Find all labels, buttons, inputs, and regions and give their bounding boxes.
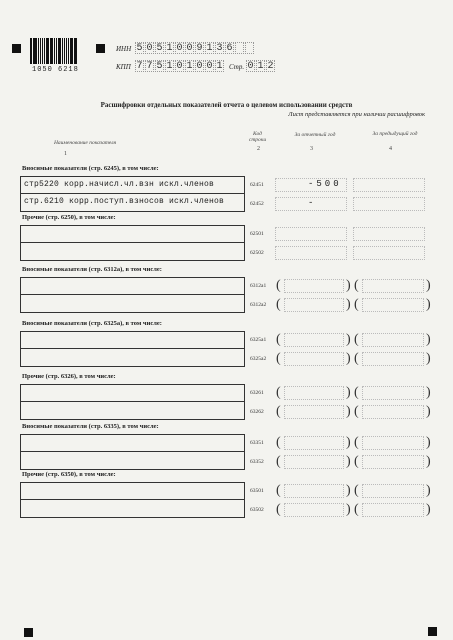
previous-year-field[interactable] — [362, 503, 424, 517]
form-subtitle: Лист представляется при наличии расшифровок — [288, 111, 425, 118]
corner-marker-top-left — [12, 44, 21, 53]
paren-open-previous: ( — [354, 332, 359, 347]
inn-digit: 5 — [136, 43, 143, 54]
current-year-field[interactable] — [284, 298, 344, 312]
paren-open-current: ( — [276, 297, 281, 312]
kpp-digit: 5 — [156, 61, 163, 72]
paren-close-current: ) — [346, 297, 351, 312]
paren-close-previous: ) — [426, 278, 431, 293]
row-code: 6312а2 — [250, 302, 267, 308]
column-number-1: 1 — [64, 151, 67, 157]
inn-digit: 0 — [146, 43, 153, 54]
paren-close-previous: ) — [426, 502, 431, 517]
kpp-digit: 1 — [166, 61, 173, 72]
kpp-digit: 0 — [196, 61, 203, 72]
previous-year-field[interactable] — [362, 279, 424, 293]
current-year-field[interactable] — [275, 227, 347, 241]
paren-open-current: ( — [276, 404, 281, 419]
inn-label: ИНН — [116, 45, 132, 53]
row-description[interactable] — [21, 500, 244, 517]
previous-year-field[interactable] — [362, 298, 424, 312]
section-text-box[interactable] — [20, 482, 245, 518]
row-code: 63262 — [250, 409, 264, 415]
paren-open-current: ( — [276, 278, 281, 293]
row-description[interactable] — [21, 402, 244, 419]
row-code: 6325а2 — [250, 356, 267, 362]
inn-field[interactable] — [135, 42, 255, 54]
paren-open-current: ( — [276, 351, 281, 366]
barcode — [30, 38, 78, 64]
kpp-digit: 7 — [136, 61, 143, 72]
current-year-field[interactable] — [284, 333, 344, 347]
inn-digit: 6 — [226, 43, 233, 54]
corner-marker-bottom-left — [24, 628, 33, 637]
current-year-field[interactable] — [284, 455, 344, 469]
inn-digit: 1 — [206, 43, 213, 54]
previous-year-field[interactable] — [362, 352, 424, 366]
paren-close-previous: ) — [426, 435, 431, 450]
row-code: 6312а1 — [250, 283, 267, 289]
paren-close-current: ) — [346, 404, 351, 419]
section-text-box[interactable] — [20, 434, 245, 470]
column-number-2: 2 — [257, 146, 260, 152]
paren-open-current: ( — [276, 502, 281, 517]
page-number-field[interactable] — [246, 60, 276, 72]
current-year-field[interactable] — [284, 503, 344, 517]
section-title: Вносимые показатели (стр. 6335), в том числе: — [22, 423, 159, 430]
corner-marker-top-right — [96, 44, 105, 53]
previous-year-field[interactable] — [362, 333, 424, 347]
inn-digit: 3 — [216, 43, 223, 54]
paren-close-current: ) — [346, 454, 351, 469]
row-code: 62452 — [250, 201, 264, 207]
paren-close-previous: ) — [426, 351, 431, 366]
row-code: 62502 — [250, 250, 264, 256]
inn-digit: 1 — [166, 43, 173, 54]
paren-close-previous: ) — [426, 332, 431, 347]
previous-year-field[interactable] — [353, 227, 425, 241]
paren-open-previous: ( — [354, 404, 359, 419]
section-title: Прочие (стр. 6250), в том числе: — [22, 214, 116, 221]
corner-marker-bottom-right — [428, 627, 437, 636]
previous-year-field[interactable] — [362, 405, 424, 419]
form-title: Расшифровки отдельных показателей отчета о целевом использовании средств — [100, 101, 353, 109]
row-description[interactable] — [21, 295, 244, 312]
inn-digit: 5 — [156, 43, 163, 54]
previous-year-field[interactable] — [353, 246, 425, 260]
previous-year-field[interactable] — [362, 484, 424, 498]
section-title: Прочие (стр. 6326), в том числе: — [22, 373, 116, 380]
barcode-number: 1050 6218 — [32, 66, 79, 74]
paren-close-current: ) — [346, 332, 351, 347]
page-number-digit: 2 — [267, 61, 274, 72]
paren-open-previous: ( — [354, 454, 359, 469]
row-code: 63501 — [250, 488, 264, 494]
paren-close-previous: ) — [426, 385, 431, 400]
paren-open-current: ( — [276, 385, 281, 400]
inn-digit: 0 — [176, 43, 183, 54]
current-year-field[interactable] — [284, 386, 344, 400]
paren-open-previous: ( — [354, 502, 359, 517]
kpp-digit: 7 — [146, 61, 153, 72]
current-year-value: -500 — [308, 179, 342, 189]
paren-close-current: ) — [346, 435, 351, 450]
section-title: Вносимые показатели (стр. 6312а), в том числе: — [22, 266, 162, 273]
previous-year-field[interactable] — [353, 197, 425, 211]
paren-open-current: ( — [276, 454, 281, 469]
section-title: Вносимые показатели (стр. 6325а), в том числе: — [22, 320, 162, 327]
row-description[interactable] — [21, 385, 244, 402]
row-description[interactable]: стр5220 корр.начисл.чл.взн искл.членов — [21, 177, 244, 194]
row-description[interactable] — [21, 278, 244, 295]
row-description[interactable] — [21, 332, 244, 349]
column-header-current-year: За отчетный год — [294, 132, 336, 138]
paren-close-previous: ) — [426, 454, 431, 469]
previous-year-field[interactable] — [353, 178, 425, 192]
inn-digit: 9 — [196, 43, 203, 54]
kpp-field[interactable] — [135, 60, 225, 72]
row-description[interactable] — [21, 483, 244, 500]
current-year-field[interactable] — [284, 484, 344, 498]
column-header-previous-year: За предыдущий год — [372, 131, 418, 137]
row-code: 63502 — [250, 507, 264, 513]
paren-open-previous: ( — [354, 385, 359, 400]
current-year-field[interactable] — [284, 352, 344, 366]
kpp-digit: 1 — [216, 61, 223, 72]
section-text-box[interactable] — [20, 176, 245, 212]
row-code: 63352 — [250, 459, 264, 465]
paren-close-current: ) — [346, 483, 351, 498]
section-text-box[interactable] — [20, 331, 245, 367]
paren-open-previous: ( — [354, 278, 359, 293]
row-code: 63261 — [250, 390, 264, 396]
kpp-digit: 0 — [206, 61, 213, 72]
previous-year-field[interactable] — [362, 436, 424, 450]
section-text-box[interactable] — [20, 277, 245, 313]
row-description[interactable] — [21, 435, 244, 452]
row-description[interactable] — [21, 452, 244, 469]
paren-open-previous: ( — [354, 483, 359, 498]
row-code: 63351 — [250, 440, 264, 446]
inn-digit — [245, 42, 254, 54]
paren-close-current: ) — [346, 278, 351, 293]
paren-open-current: ( — [276, 435, 281, 450]
kpp-label: КПП — [116, 63, 131, 71]
section-title: Прочие (стр. 6350), в том числе: — [22, 471, 116, 478]
paren-close-previous: ) — [426, 404, 431, 419]
row-code: 62501 — [250, 231, 264, 237]
section-text-box[interactable] — [20, 384, 245, 420]
section-text-box[interactable] — [20, 225, 245, 261]
inn-digit — [235, 42, 244, 54]
paren-close-current: ) — [346, 385, 351, 400]
current-year-field[interactable] — [284, 436, 344, 450]
paren-open-previous: ( — [354, 351, 359, 366]
paren-close-current: ) — [346, 502, 351, 517]
row-description[interactable]: стр.6210 корр.поступ.взносов искл.членов — [24, 197, 225, 206]
section-title: Вносимые показатели (стр. 6245), в том числе: — [22, 165, 159, 172]
page-number-digit: 0 — [247, 61, 254, 72]
kpp-digit: 0 — [176, 61, 183, 72]
row-code: 6325а1 — [250, 337, 267, 343]
row-code: 62451 — [250, 182, 264, 188]
row-description[interactable] — [21, 349, 244, 366]
column-number-4: 4 — [389, 146, 392, 152]
column-header-code: Код строки — [248, 131, 267, 143]
inn-digit: 0 — [186, 43, 193, 54]
paren-open-current: ( — [276, 483, 281, 498]
page-number-digit: 1 — [257, 61, 264, 72]
paren-close-previous: ) — [426, 297, 431, 312]
current-year-field[interactable] — [284, 405, 344, 419]
paren-open-previous: ( — [354, 297, 359, 312]
page-label: Стр. — [229, 63, 245, 71]
row-description[interactable] — [21, 226, 244, 243]
current-year-field[interactable] — [284, 279, 344, 293]
current-year-field[interactable] — [275, 246, 347, 260]
column-number-3: 3 — [310, 146, 313, 152]
row-description[interactable] — [21, 243, 244, 260]
previous-year-field[interactable] — [362, 386, 424, 400]
previous-year-field[interactable] — [362, 455, 424, 469]
current-year-value: - — [308, 198, 317, 208]
kpp-digit: 1 — [186, 61, 193, 72]
column-header-name: Наименование показателя — [53, 140, 117, 146]
paren-open-previous: ( — [354, 435, 359, 450]
paren-close-current: ) — [346, 351, 351, 366]
paren-open-current: ( — [276, 332, 281, 347]
paren-close-previous: ) — [426, 483, 431, 498]
